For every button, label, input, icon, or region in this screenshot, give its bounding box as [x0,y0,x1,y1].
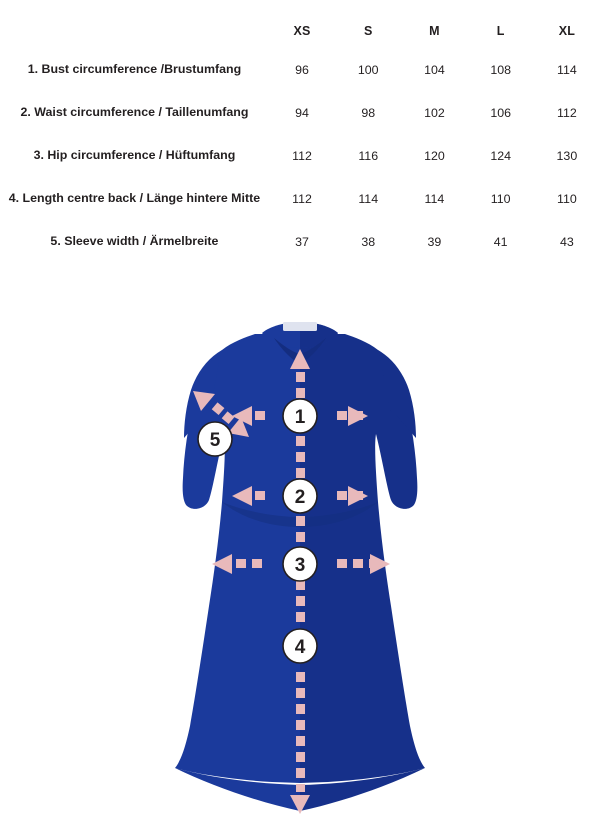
measurement-value: 112 [292,148,312,163]
badge-3 [283,547,317,581]
measurement-value: 102 [424,105,445,120]
measurement-value: 43 [559,234,574,249]
table-header [0,14,600,48]
measurement-name-header [0,14,269,48]
measurement-label: 1. Bust circumference /Brustumfang [27,62,242,77]
measurement-value: 104 [424,62,445,77]
measurement-label: 5. Sleeve width / Ärmelbreite [50,234,219,249]
badge-1 [283,399,317,433]
measurement-value: 114 [358,191,379,206]
measurement-value: 116 [358,148,379,163]
measurement-value: 41 [493,234,508,249]
measurement-value: 114 [424,191,445,206]
dress-skirt-right [300,606,425,783]
measurement-value: 94 [295,105,309,120]
badge-3-label: 3 [294,555,306,576]
measurement-value: 124 [490,148,511,163]
measurement-value: 100 [357,62,379,77]
table-row [0,177,600,220]
dress-skirt-left [175,606,300,783]
measurement-value: 120 [424,148,445,163]
badge-2-label: 2 [294,487,306,508]
table-body [0,48,600,263]
badge-5 [198,422,232,456]
size-header-s: S [363,24,373,38]
measurement-label: 4. Length centre back / Länge hintere Mitte [8,191,261,206]
table-header-row [0,14,600,48]
size-chart-table [0,14,600,263]
table-row [0,134,600,177]
measurement-value: 39 [427,234,442,249]
size-header-l: L [496,24,505,38]
table-row [0,91,600,134]
garment-diagram [0,306,600,814]
table-row [0,220,600,263]
badge-4 [283,629,317,663]
measurement-value: 98 [361,105,376,120]
measurement-value: 110 [490,191,511,206]
measurement-value: 108 [490,62,511,77]
measurement-value: 110 [557,191,577,206]
measurement-value: 112 [292,191,312,206]
badge-4-label: 4 [294,637,306,658]
badge-2 [283,479,317,513]
badge-5-label: 5 [209,430,221,451]
measurement-value: 130 [556,148,578,163]
measurement-value: 114 [557,62,577,77]
size-header-xl: XL [558,24,576,38]
brand-tag [283,322,317,331]
measurement-label: 2. Waist circumference / Taillenumfang [20,105,249,120]
size-header-xs: XS [293,24,311,38]
measurement-label: 3. Hip circumference / Hüftumfang [33,148,236,163]
size-header-m: M [429,24,440,38]
badge-1-label: 1 [294,407,306,428]
measurement-value: 38 [361,234,376,249]
measurement-value: 37 [295,234,309,249]
measurement-value: 96 [295,62,309,77]
table-row [0,48,600,91]
measurement-value: 112 [557,105,577,120]
measurement-value: 106 [490,105,511,120]
